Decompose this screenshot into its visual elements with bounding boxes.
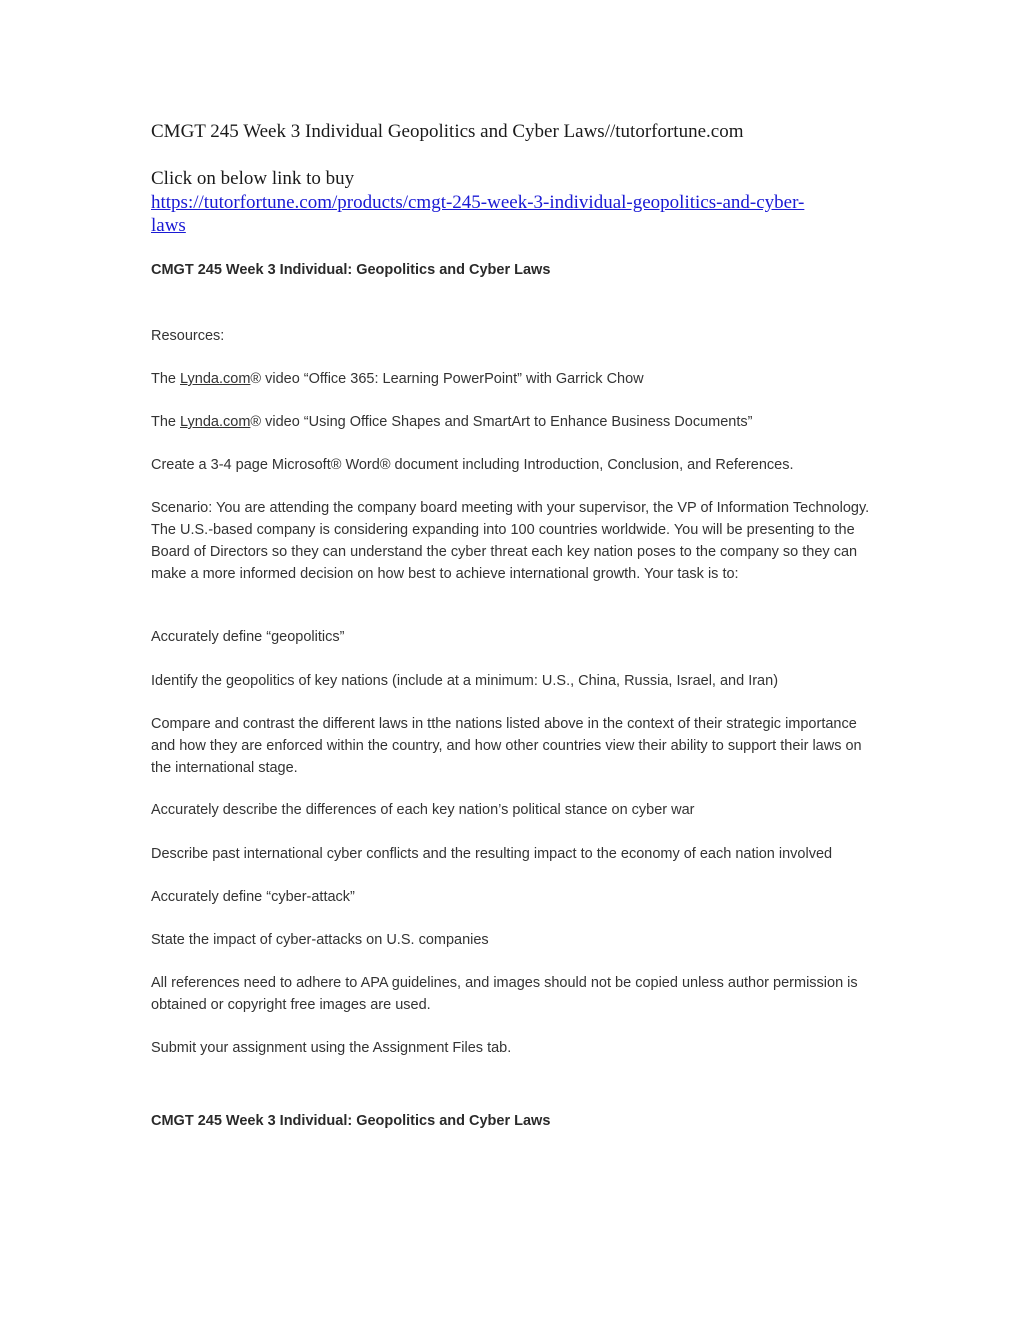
task-item-4: Accurately describe the differences of each key nation’s political stance on cyber war [151,802,695,818]
lynda-link-2[interactable]: Lynda.com [180,414,251,430]
lynda-link-1[interactable]: Lynda.com [180,371,251,387]
task-item-6: Accurately define “cyber-attack” [151,889,355,905]
resource-item-1 [151,368,876,390]
resources-label: Resources: [151,328,225,344]
resource-item-2 [151,411,876,433]
buy-link[interactable] [151,191,876,237]
task-item-3: Compare and contrast the different laws in tthe nations listed above in the context of their strategic importance and how they are enforced within the country, and how other countries view their ability to support their laws on the international stage. [151,716,862,776]
buy-intro-text: Click on below link to buy [151,168,355,189]
document-title: CMGT 245 Week 3 Individual Geopolitics and Cyber Laws//tutorfortune.com [151,121,744,142]
resource-2-prefix: The [151,414,181,430]
task-item-5: Describe past international cyber conflicts and the resulting impact to the economy of each nation involved [151,846,833,862]
task-item-2: Identify the geopolitics of key nations (include at a minimum: U.S., China, Russia, Israel, and Iran) [151,673,779,689]
instruction-text: Create a 3-4 page Microsoft® Word® document including Introduction, Conclusion, and References. [151,457,794,473]
scenario-text: Scenario: You are attending the company board meeting with your supervisor, the VP of Information Technology. The U.S.-based company is considering expanding into 100 countries worldwide. You will be presenting to the Board of Directors so they can understand the cyber threat each key nation poses to the company so they can make a more informed decision on how best to achieve international growth. Your task is to: [151,500,870,582]
footer-heading: CMGT 245 Week 3 Individual: Geopolitics and Cyber Laws [151,1113,551,1129]
task-item-9: Submit your assignment using the Assignment Files tab. [151,1040,512,1056]
resource-2-suffix: ® video “Using Office Shapes and SmartArt to Enhance Business Documents” [250,414,753,430]
task-item-7: State the impact of cyber-attacks on U.S. companies [151,932,489,948]
buy-link-line-2: laws [151,215,186,236]
task-item-1: Accurately define “geopolitics” [151,629,345,645]
resource-1-prefix: The [151,371,181,387]
assignment-heading: CMGT 245 Week 3 Individual: Geopolitics and Cyber Laws [151,262,551,278]
buy-link-line-1: https://tutorfortune.com/products/cmgt-245-week-3-individual-geopolitics-and-cyber- [151,192,805,213]
task-item-8: All references need to adhere to APA guidelines, and images should not be copied unless author permission is obtained or copyright free images are used. [151,975,858,1013]
resource-1-suffix: ® video “Office 365: Learning PowerPoint” with Garrick Chow [250,371,644,387]
